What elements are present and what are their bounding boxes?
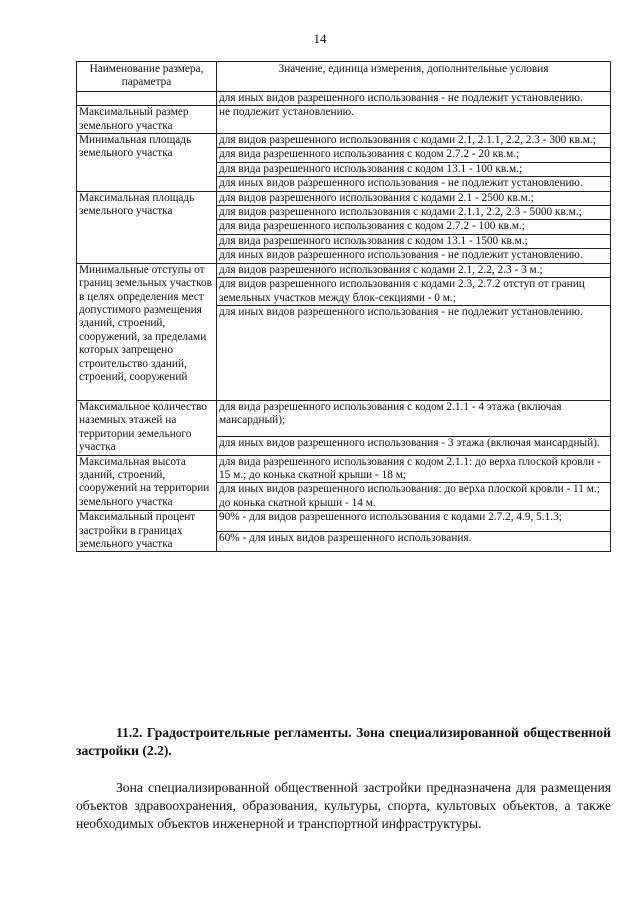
section-paragraph: Зона специализированной общественной застройки предназначена для размещения объектов здравоохранения, образования, культуры, спорта, культовых объектов, а также необходимых объектов инженерной и транспортной инфраструктуры. [76,780,611,831]
value-cell: 60% - для иных видов разрешенного использования. [217,531,611,552]
table-row [77,106,611,134]
param-cell: Максимальная высота зданий, строений, сооружений на территории земельного участка [77,455,217,511]
table-row [77,191,611,205]
value-cell: для иных видов разрешенного использования: до верха плоской кровли - 11 м.; до конька скатной крыши - 14 м. [217,483,611,511]
param-cell: Максимальный размер земельного участка [77,106,217,134]
header-value: Значение, единица измерения, дополнительные условия [217,62,611,92]
value-cell: для иных видов разрешенного использования - 3 этажа (включая мансардный). [217,436,611,455]
value-cell: для видов разрешенного использования с кодами 2.1.1, 2.2, 2.3 - 5000 кв.м.; [217,206,611,220]
table-header-row [77,62,611,92]
value-cell: для вида разрешенного использования с кодом 2.1.1: до верха плоской кровли - 15 м.; до конька скатной крыши - 18 м; [217,455,611,483]
section-heading: 11.2. Градостроительные регламенты. Зона специализированной общественной застройки (2.2). [76,725,611,758]
page-number: 14 [313,31,327,46]
section-2-2 [76,724,611,833]
param-cell: Максимальный процент застройки в границах земельного участка [77,511,217,552]
parameters-table [76,61,611,552]
value-cell: не подлежит установлению. [217,106,611,134]
param-cell: Минимальная площадь земельного участка [77,134,217,192]
table-row [77,134,611,148]
value-cell: для видов разрешенного использования с кодами 2.1, 2.1.1, 2.2, 2.3 - 300 кв.м.; [217,134,611,148]
table-row [77,511,611,532]
table-row [77,91,611,105]
param-cell: Минимальные отступы от границ земельных участков в целях определения мест допустимого размещения зданий, строений, сооружений, за пределами которых запрещено строительство зданий, строений, сооружений [77,263,217,400]
value-cell: для иных видов разрешенного использования - не подлежит установлению. [217,249,611,263]
table-row [77,400,611,436]
param-cell: Максимальная площадь земельного участка [77,191,217,263]
value-cell: для вида разрешенного использования с кодом 2.7.2 - 20 кв.м.; [217,148,611,162]
value-cell: для вида разрешенного использования с кодом 13.1 - 1500 кв.м.; [217,234,611,248]
table-row [77,455,611,483]
table-row [77,263,611,277]
value-cell: для иных видов разрешенного использования - не подлежит установлению. [217,91,611,105]
value-cell: для вида разрешенного использования с кодом 2.7.2 - 100 кв.м.; [217,220,611,234]
value-cell: для вида разрешенного использования с кодом 13.1 - 100 кв.м.; [217,162,611,176]
param-cell [77,91,217,105]
value-cell: для иных видов разрешенного использования - не подлежит установлению. [217,177,611,191]
value-cell: для вида разрешенного использования с кодом 2.1.1 - 4 этажа (включая мансардный); [217,400,611,436]
header-parameter-name: Наименование размера, параметра [77,62,217,92]
value-cell: для видов разрешенного использования с кодами 2.3, 2.7.2 отступ от границ земельных участков между блок-секциями - 0 м.; [217,278,611,306]
value-cell: для видов разрешенного использования с кодами 2.1 - 2500 кв.м.; [217,191,611,205]
value-cell: для иных видов разрешенного использования - не подлежит установлению. [217,305,611,400]
value-cell: 90% - для видов разрешенного использования с кодами 2.7.2, 4.9, 5.1.3; [217,511,611,532]
value-cell: для видов разрешенного использования с кодами 2.1, 2.2, 2.3 - 3 м.; [217,263,611,277]
param-cell: Максимальное количество наземных этажей на территории земельного участка [77,400,217,455]
